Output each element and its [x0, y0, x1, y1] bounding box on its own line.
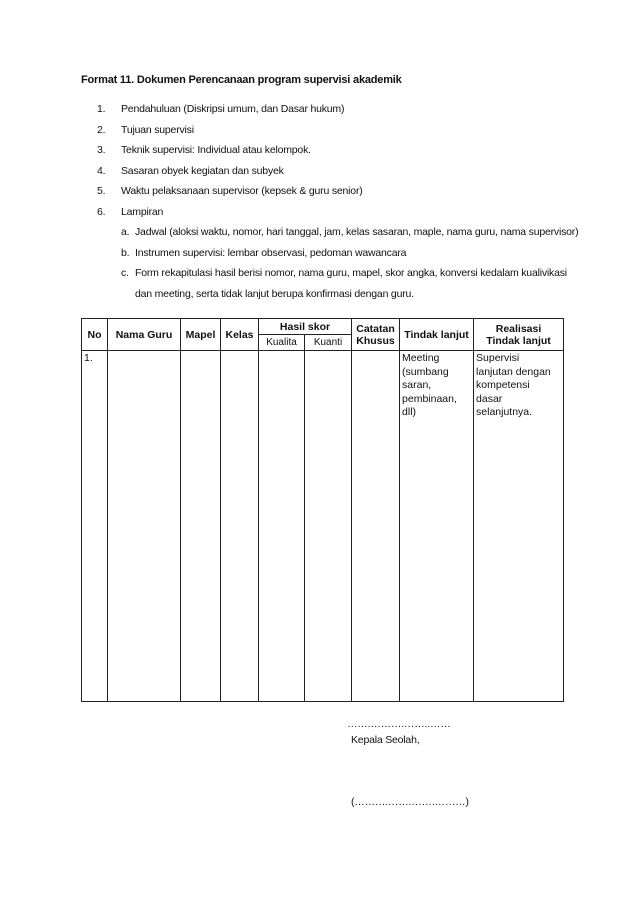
- item-number: 1.: [97, 103, 106, 115]
- item-text: Tujuan supervisi: [121, 123, 194, 136]
- cell-realisasi: Supervisi lanjutan dengan kompetensi dasar selanjutnya.: [474, 351, 564, 702]
- item-text: Pendahuluan (Diskripsi umum, dan Dasar hukum): [121, 103, 345, 115]
- cell-mapel: [181, 351, 221, 702]
- cell-nama-guru: [108, 351, 181, 702]
- sub-item-text: Form rekapitulasi hasil berisi nomor, nama guru, mapel, skor angka, konversi kedalam kualivikasi: [135, 267, 567, 279]
- cell-no: 1.: [82, 351, 108, 702]
- item-number: 6.: [97, 205, 106, 218]
- header-kualita: Kualita: [259, 335, 305, 351]
- document-title: Format 11. Dokumen Perencanaan program supervisi akademik: [81, 74, 402, 86]
- item-text: Teknik supervisi: Individual atau kelompok.: [121, 144, 311, 156]
- item-number: 3.: [97, 144, 106, 156]
- sub-item-text: Jadwal (aloksi waktu, nomor, hari tanggal, jam, kelas sasaran, maple, nama guru, nama supervisor): [135, 226, 579, 238]
- item-number: 2.: [97, 123, 106, 136]
- sub-item-text: Instrumen supervisi: lembar observasi, pedoman wawancara: [135, 246, 407, 259]
- header-no: No: [82, 319, 108, 351]
- sub-item-text: dan meeting, serta tidak lanjut berupa konfirmasi dengan guru.: [135, 287, 414, 300]
- signature-place-date: …….……….……..……: [347, 718, 451, 730]
- sub-item-letter: a.: [121, 226, 130, 238]
- header-catatan: Catatan: [356, 322, 395, 335]
- sub-item-letter: c.: [121, 267, 129, 279]
- header-hasil-skor: Hasil skor: [259, 319, 352, 335]
- header-kelas: Kelas: [221, 319, 259, 351]
- header-catatan-khusus: [352, 319, 400, 351]
- item-text: Lampiran: [121, 205, 164, 218]
- recap-table: [81, 318, 564, 702]
- cell-kelas: [221, 351, 259, 702]
- cell-kuanti: [305, 351, 352, 702]
- cell-kualita: [259, 351, 305, 702]
- header-realisasi-tl: Tindak lanjut: [486, 334, 551, 347]
- sub-item-letter: b.: [121, 246, 130, 259]
- signature-role: Kepala Seolah,: [351, 734, 420, 746]
- signature-name: (……….…….…….………): [351, 796, 469, 808]
- header-tindak-lanjut: Tindak lanjut: [400, 319, 474, 351]
- header-khusus: Khusus: [356, 334, 395, 347]
- table-row: [82, 351, 564, 702]
- header-realisasi-label: Realisasi: [495, 322, 542, 335]
- item-text: Waktu pelaksanaan supervisor (kepsek & guru senior): [121, 185, 363, 197]
- header-realisasi: [474, 319, 564, 351]
- item-number: 4.: [97, 164, 106, 177]
- cell-catatan: [352, 351, 400, 702]
- cell-tindak-lanjut: Meeting (sumbang saran, pembinaan, dll): [400, 351, 474, 702]
- item-text: Sasaran obyek kegiatan dan subyek: [121, 164, 284, 177]
- header-mapel: Mapel: [181, 319, 221, 351]
- header-kuanti: Kuanti: [305, 335, 352, 351]
- item-number: 5.: [97, 185, 106, 197]
- header-nama-guru: Nama Guru: [108, 319, 181, 351]
